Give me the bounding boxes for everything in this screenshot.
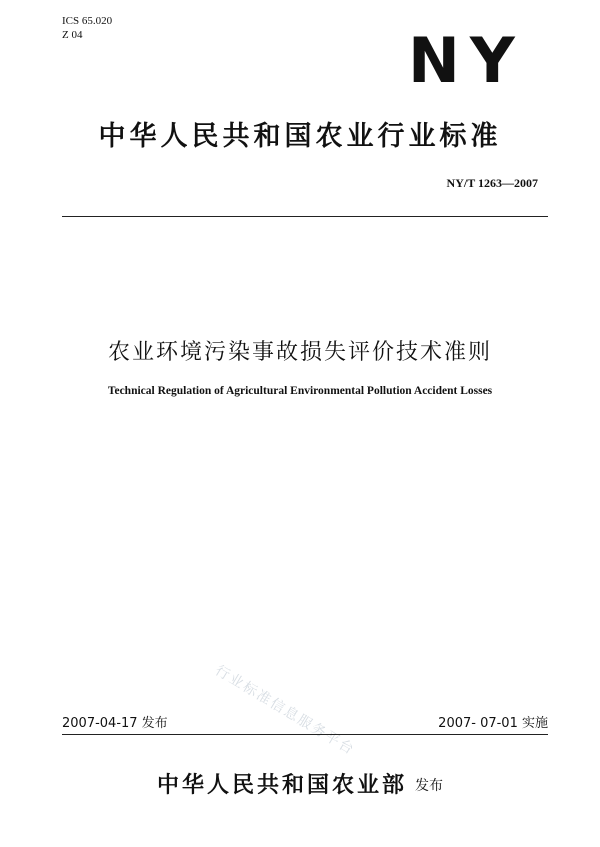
issuer-name: 中华人民共和国农业部 <box>156 773 407 798</box>
class-code: Z 04 <box>62 29 83 41</box>
footer-divider <box>62 734 548 735</box>
issuer-title: 中华人民共和国农业行业标准 <box>98 121 502 152</box>
standard-number: NY/T 1263—2007 <box>446 176 538 190</box>
issuer-suffix: 发布 <box>415 778 443 794</box>
chinese-title: 农业环境污染事故损失评价技术准则 <box>107 340 492 365</box>
ics-code: ICS 65.020 <box>62 15 113 27</box>
publish-date: 2007-04-17 发布 <box>62 716 168 731</box>
english-title: Technical Regulation of Agricultural Environmental Pollution Accident Losses <box>107 385 493 397</box>
ny-code-mark: NY <box>408 24 525 97</box>
issuing-authority <box>0 768 600 799</box>
implement-date: 2007- 07-01 实施 <box>438 716 548 731</box>
header-divider <box>62 216 548 217</box>
watermark: 行业标准信息服务平台 <box>212 662 358 759</box>
classification-block <box>62 14 112 42</box>
